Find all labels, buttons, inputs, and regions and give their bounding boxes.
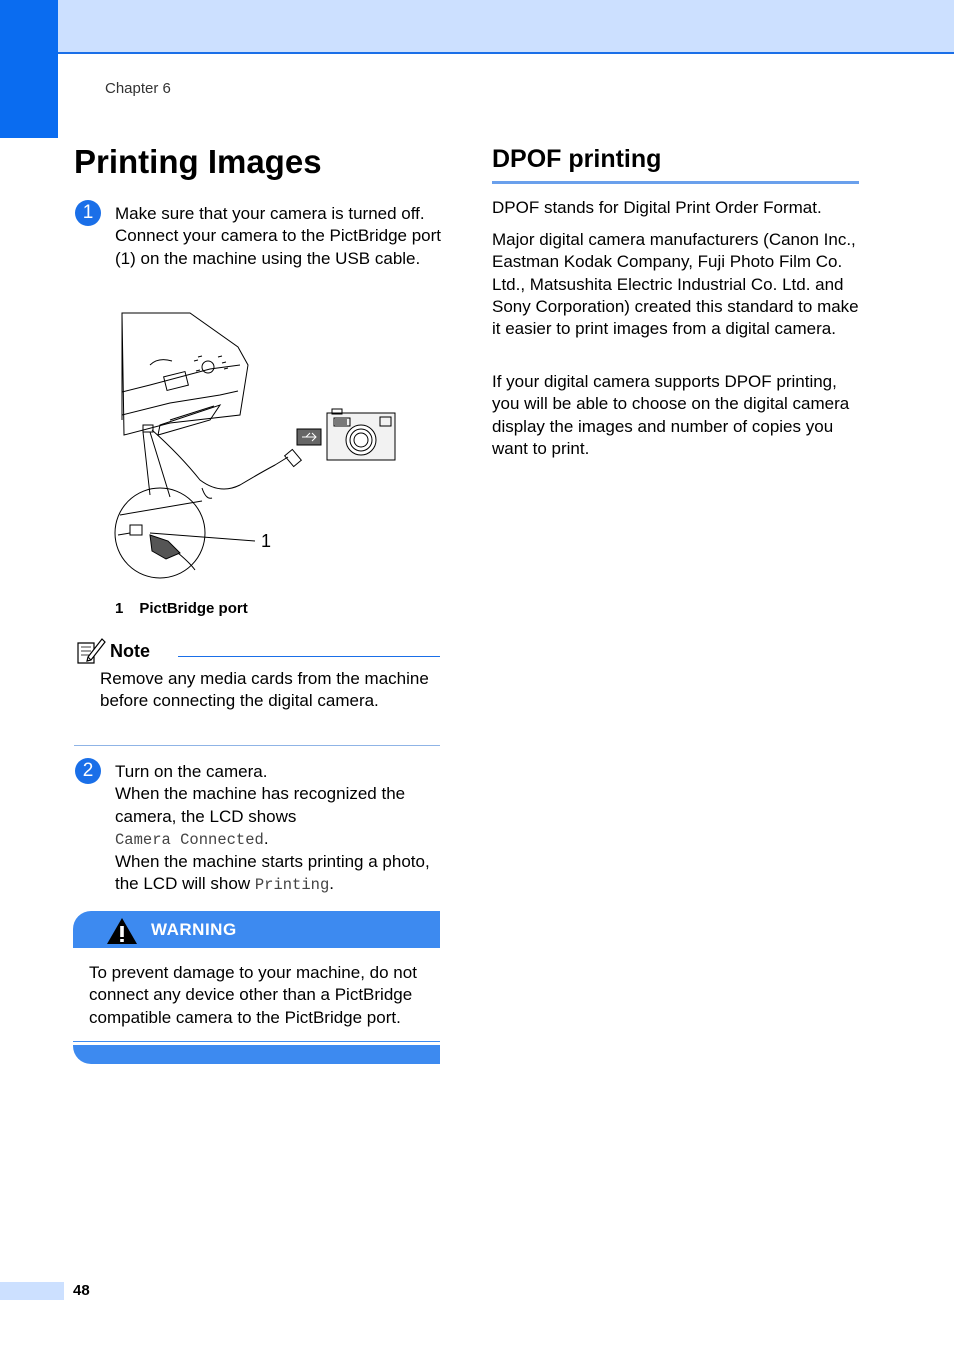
page-number-band (0, 1282, 64, 1300)
warning-end-rule (73, 1041, 440, 1042)
header-band (0, 0, 954, 54)
section-rule (492, 181, 859, 184)
note-pencil-icon (76, 635, 106, 665)
figure-callout-1: 1 (261, 531, 272, 551)
dpof-paragraph-1: DPOF stands for Digital Print Order Format. (492, 198, 822, 217)
figure-caption: 1 PictBridge port (115, 600, 248, 617)
warning-triangle-icon (105, 916, 139, 946)
lcd-message-camera-connected: Camera Connected (115, 830, 264, 849)
note-text: Remove any media cards from the machine before connecting the digital camera. (100, 669, 429, 711)
note-rule (178, 656, 440, 657)
step-2-badge: 2 (75, 758, 101, 784)
warning-text: To prevent damage to your machine, do not connect any device other than a PictBridge compatible camera to the PictBridge port. (89, 963, 417, 1027)
dpof-paragraph-3: If your digital camera supports DPOF printing, you will be able to choose on the digital camera display the images and number of copies you want to print. (492, 372, 850, 458)
step-1-badge: 1 (75, 200, 101, 226)
page-title: Printing Images (74, 143, 322, 180)
warning-footer (73, 1045, 440, 1064)
page-number: 48 (73, 1282, 90, 1299)
lcd-message-printing: Printing (254, 876, 330, 895)
chapter-tab (0, 0, 58, 138)
chapter-label: Chapter 6 (105, 80, 171, 97)
section-title-dpof: DPOF printing (492, 145, 662, 173)
step-2-text: Turn on the camera. When the machine has recognized the camera, the LCD shows Camera Connected. When the machine starts printing a photo, the LCD will show Printing. (115, 762, 430, 895)
warning-title: WARNING (151, 920, 237, 939)
dpof-paragraph-2: Major digital camera manufacturers (Canon Inc., Eastman Kodak Company, Fuji Photo Film Co. Ltd., Matsushita Electric Industrial Co. Ltd. and Sony Corporation) created this standard to make it easier to print images from a digital camera. (492, 230, 859, 339)
pictbridge-connection-illustration (110, 305, 410, 590)
note-title: Note (110, 641, 150, 661)
note-divider (74, 745, 440, 746)
step-1-text: Make sure that your camera is turned off. Connect your camera to the PictBridge port (1) on the machine using the USB cable. (115, 204, 441, 268)
